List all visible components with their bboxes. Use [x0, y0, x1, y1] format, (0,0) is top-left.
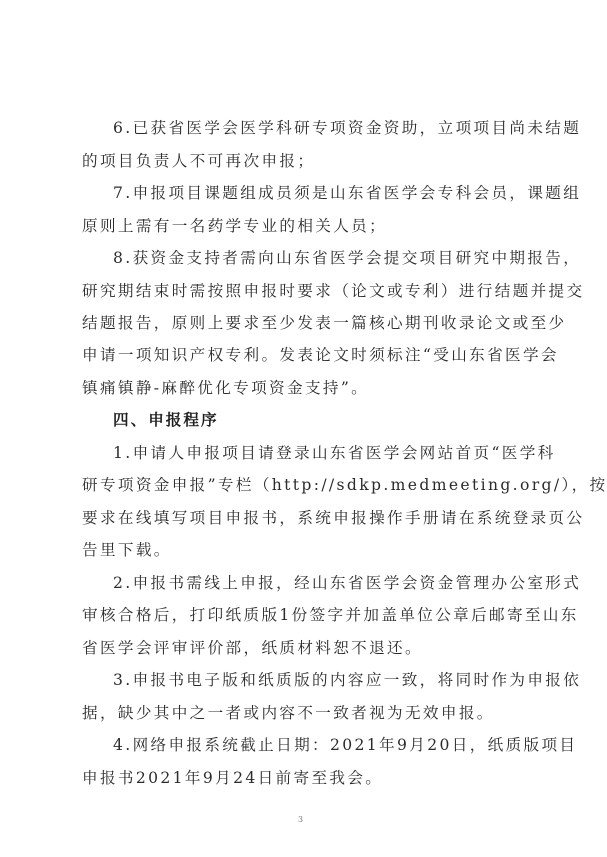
paragraph-line: 的项目负责人不可再次申报； [82, 152, 316, 170]
paragraph-line: 结题报告，原则上要求至少发表一篇核心期刊收录论文或至少 [82, 314, 567, 332]
paragraph-line: 申请一项知识产权专利。发表论文时须标注“受山东省医学会 [82, 346, 559, 364]
paragraph-line: 省医学会评审评价部，纸质材料恕不退还。 [82, 639, 423, 657]
page-number: 3 [298, 815, 304, 824]
paragraph-line: 4.网络申报系统截止日期：2021年9月20日，纸质版项目 [113, 736, 578, 754]
paragraph-line: 告里下载。 [82, 541, 172, 559]
paragraph-line: 申报书2021年9月24日前寄至我会。 [82, 769, 384, 787]
paragraph-line: 7.申报项目课题组成员须是山东省医学会专科会员，课题组 [113, 184, 582, 202]
paragraph-line: 1.申请人申报项目请登录山东省医学会网站首页“医学科 [113, 444, 556, 462]
paragraph-line: 8.获资金支持者需向山东省医学会提交项目研究中期报告， [113, 249, 582, 267]
paragraph-line: 镇痛镇静-麻醉优化专项资金支持”。 [82, 379, 370, 397]
paragraph-line: 要求在线填写项目申报书，系统申报操作手册请在系统登录页公 [82, 509, 585, 527]
paragraph-line: 2.申报书需线上申报，经山东省医学会资金管理办公室形式 [113, 574, 582, 592]
paragraph-line-with-url: 研专项资金申报”专栏（http://sdkp.medmeeting.org/），按 [82, 476, 607, 494]
paragraph-line: 审核合格后，打印纸质版1份签字并加盖单位公章后邮寄至山东 [82, 606, 579, 624]
paragraph-line: 研究期结束时需按照申报时要求（论文或专利）进行结题并提交 [82, 282, 585, 300]
paragraph-line: 据，缺少其中之一者或内容不一致者视为无效申报。 [82, 704, 495, 722]
section-heading: 四、申报程序 [113, 411, 219, 429]
paragraph-line: 3.申报书电子版和纸质版的内容应一致，将同时作为申报依 [113, 671, 582, 689]
paragraph-line: 原则上需有一名药学专业的相关人员； [82, 217, 388, 235]
paragraph-line: 6.已获省医学会医学科研专项资金资助，立项项目尚未结题 [113, 119, 582, 137]
